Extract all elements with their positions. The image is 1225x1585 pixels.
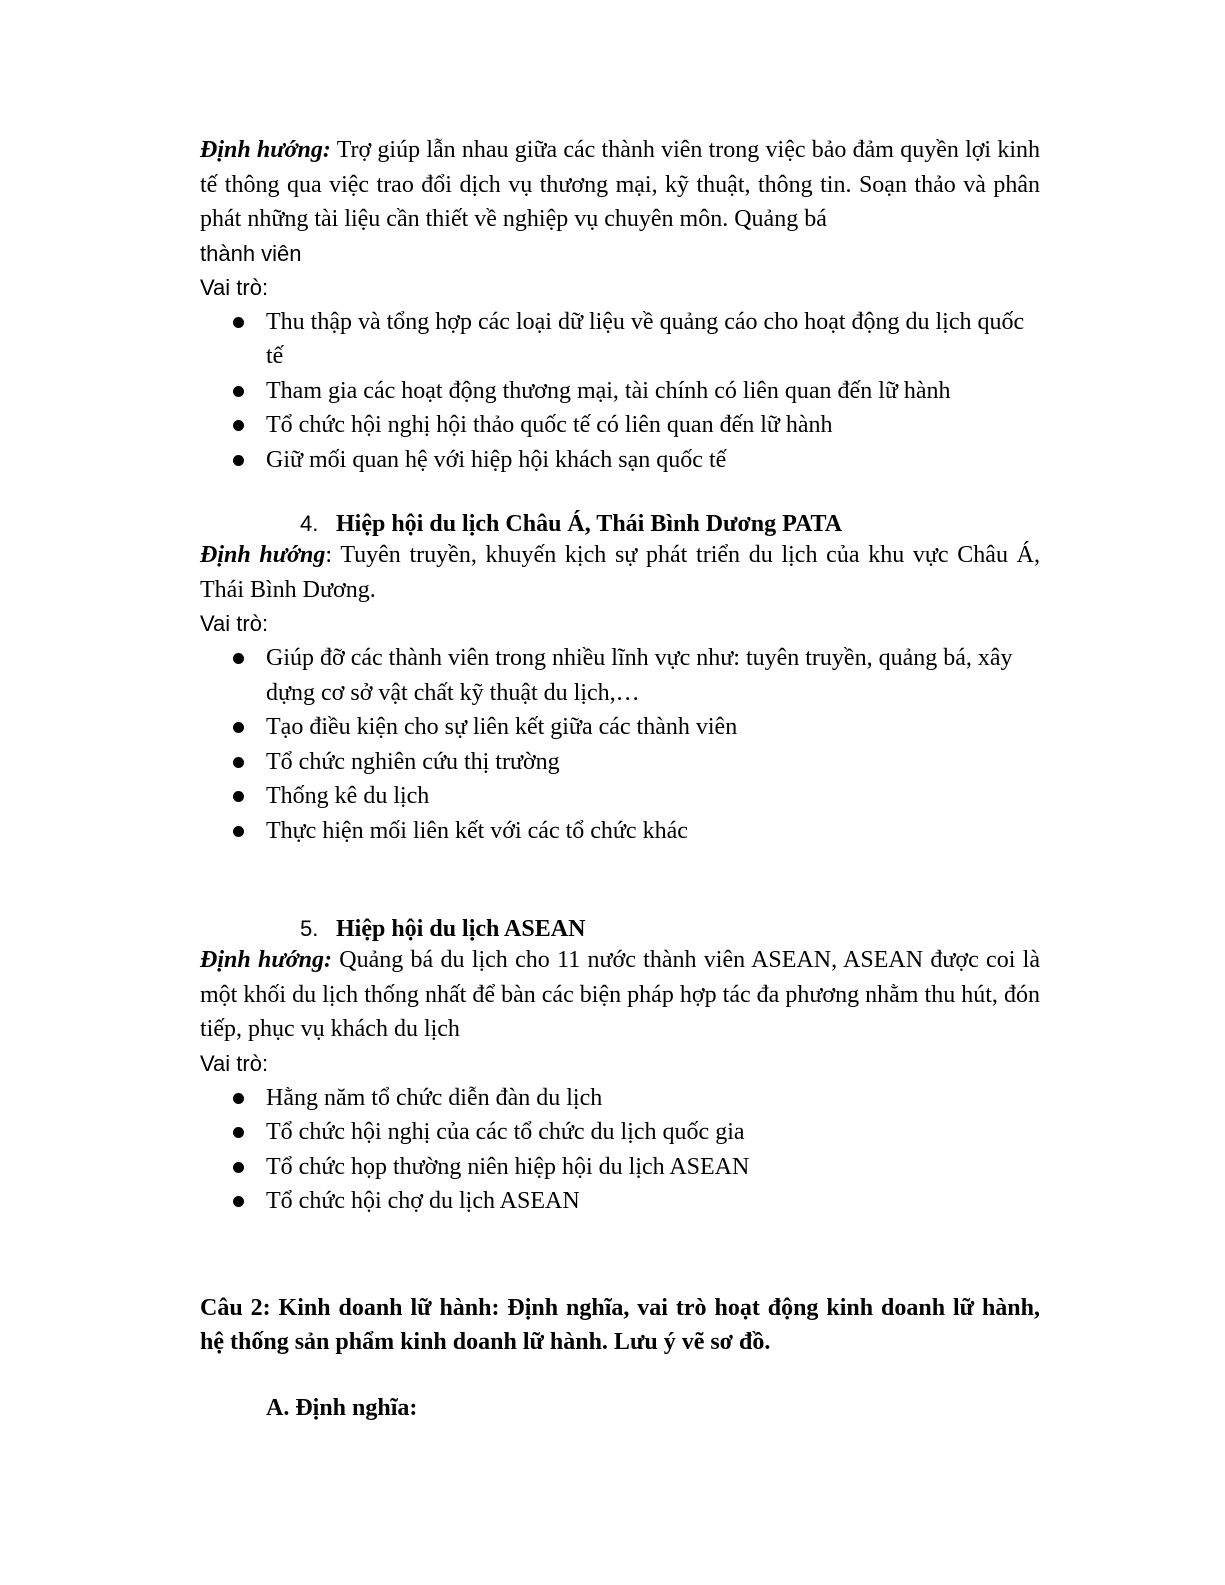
role-label: Vai trò:: [200, 274, 269, 300]
section-5-heading: [200, 916, 1040, 943]
orientation-text: Trợ giúp lẫn nhau giữa các thành viên trong việc bảo đảm quyền lợi kinh tế thông qua việc trao đổi dịch vụ thương mại, kỹ thuật, thông tin. Soạn thảo và phân phát những tài liệu cần thiết về nghiệp vụ chuyên môn. Quảng bá: [200, 137, 1041, 232]
orientation-text: Quảng bá du lịch cho 11 nước thành viên ASEAN, ASEAN được coi là một khối du lịch thống nhất để bàn các biện pháp hợp tác đa phương nhằm thu hút, đón tiếp, phục vụ khách du lịch: [200, 947, 1041, 1042]
list-item: Thống kê du lịch: [266, 779, 1040, 814]
bullet-icon: [233, 1093, 244, 1104]
bullet-icon: [233, 386, 244, 397]
definition-subheading: A. Định nghĩa:: [266, 1394, 418, 1421]
role-list: [200, 641, 1040, 848]
section-4-heading: [200, 511, 1040, 538]
bullet-icon: [233, 826, 244, 837]
bullet-icon: [233, 1127, 244, 1138]
list-item: Giữ mối quan hệ với hiệp hội khách sạn quốc tế: [266, 443, 1040, 478]
list-item: Tổ chức họp thường niên hiệp hội du lịch ASEAN: [266, 1150, 1040, 1185]
document-page: [200, 130, 1040, 1425]
section-title: Hiệp hội du lịch ASEAN: [336, 916, 586, 942]
list-item: Tổ chức hội nghị hội thảo quốc tế có liên quan đến lữ hành: [266, 408, 1040, 443]
bullet-icon: [233, 1196, 244, 1207]
list-item: Tổ chức hội chợ du lịch ASEAN: [266, 1184, 1040, 1219]
orientation-text: : Tuyên truyền, khuyến kịch sự phát triển du lịch của khu vực Châu Á, Thái Bình Dương.: [200, 542, 1040, 603]
bullet-icon: [233, 1162, 244, 1173]
bullet-icon: [233, 455, 244, 466]
orientation-label: Định hướng:: [200, 137, 331, 163]
section-number: 4.: [300, 511, 319, 536]
role-label: Vai trò:: [200, 611, 269, 636]
list-item: Tham gia các hoạt động thương mại, tài chính có liên quan đến lữ hành: [266, 374, 1040, 409]
question-2-heading: Câu 2: Kinh doanh lữ hành: Định nghĩa, vai trò hoạt động kinh doanh lữ hành, hệ thống sản phẩm kinh doanh lữ hành. Lưu ý vẽ sơ đồ.: [200, 1294, 1040, 1355]
bullet-icon: [233, 791, 244, 802]
role-list: [200, 1081, 1040, 1219]
list-item: Giúp đỡ các thành viên trong nhiều lĩnh vực như: tuyên truyền, quảng bá, xây dựng cơ sở vật chất kỹ thuật du lịch,…: [266, 641, 1040, 710]
orientation-label: Định hướng: [200, 542, 326, 568]
bullet-icon: [233, 317, 244, 328]
bullet-icon: [233, 653, 244, 664]
bullet-icon: [233, 420, 244, 431]
orientation-paragraph: [200, 133, 1040, 237]
bullet-icon: [233, 722, 244, 733]
orientation-paragraph: [200, 943, 1040, 1047]
role-list: [200, 305, 1040, 478]
section-title: Hiệp hội du lịch Châu Á, Thái Bình Dương PATA: [336, 511, 843, 537]
orientation-tail: thành viên: [200, 240, 302, 266]
list-item: Thu thập và tổng hợp các loại dữ liệu về quảng cáo cho hoạt động du lịch quốc tế: [266, 305, 1040, 374]
section-number: 5.: [300, 916, 319, 941]
orientation-label: Định hướng:: [200, 947, 332, 973]
list-item: Tổ chức hội nghị của các tổ chức du lịch quốc gia: [266, 1115, 1040, 1150]
list-item: Tạo điều kiện cho sự liên kết giữa các thành viên: [266, 710, 1040, 745]
list-item: Thực hiện mối liên kết với các tổ chức khác: [266, 814, 1040, 849]
list-item: Tổ chức nghiên cứu thị trường: [266, 745, 1040, 780]
bullet-icon: [233, 757, 244, 768]
orientation-paragraph: [200, 538, 1040, 607]
role-label: Vai trò:: [200, 1050, 269, 1076]
list-item: Hằng năm tổ chức diễn đàn du lịch: [266, 1081, 1040, 1116]
